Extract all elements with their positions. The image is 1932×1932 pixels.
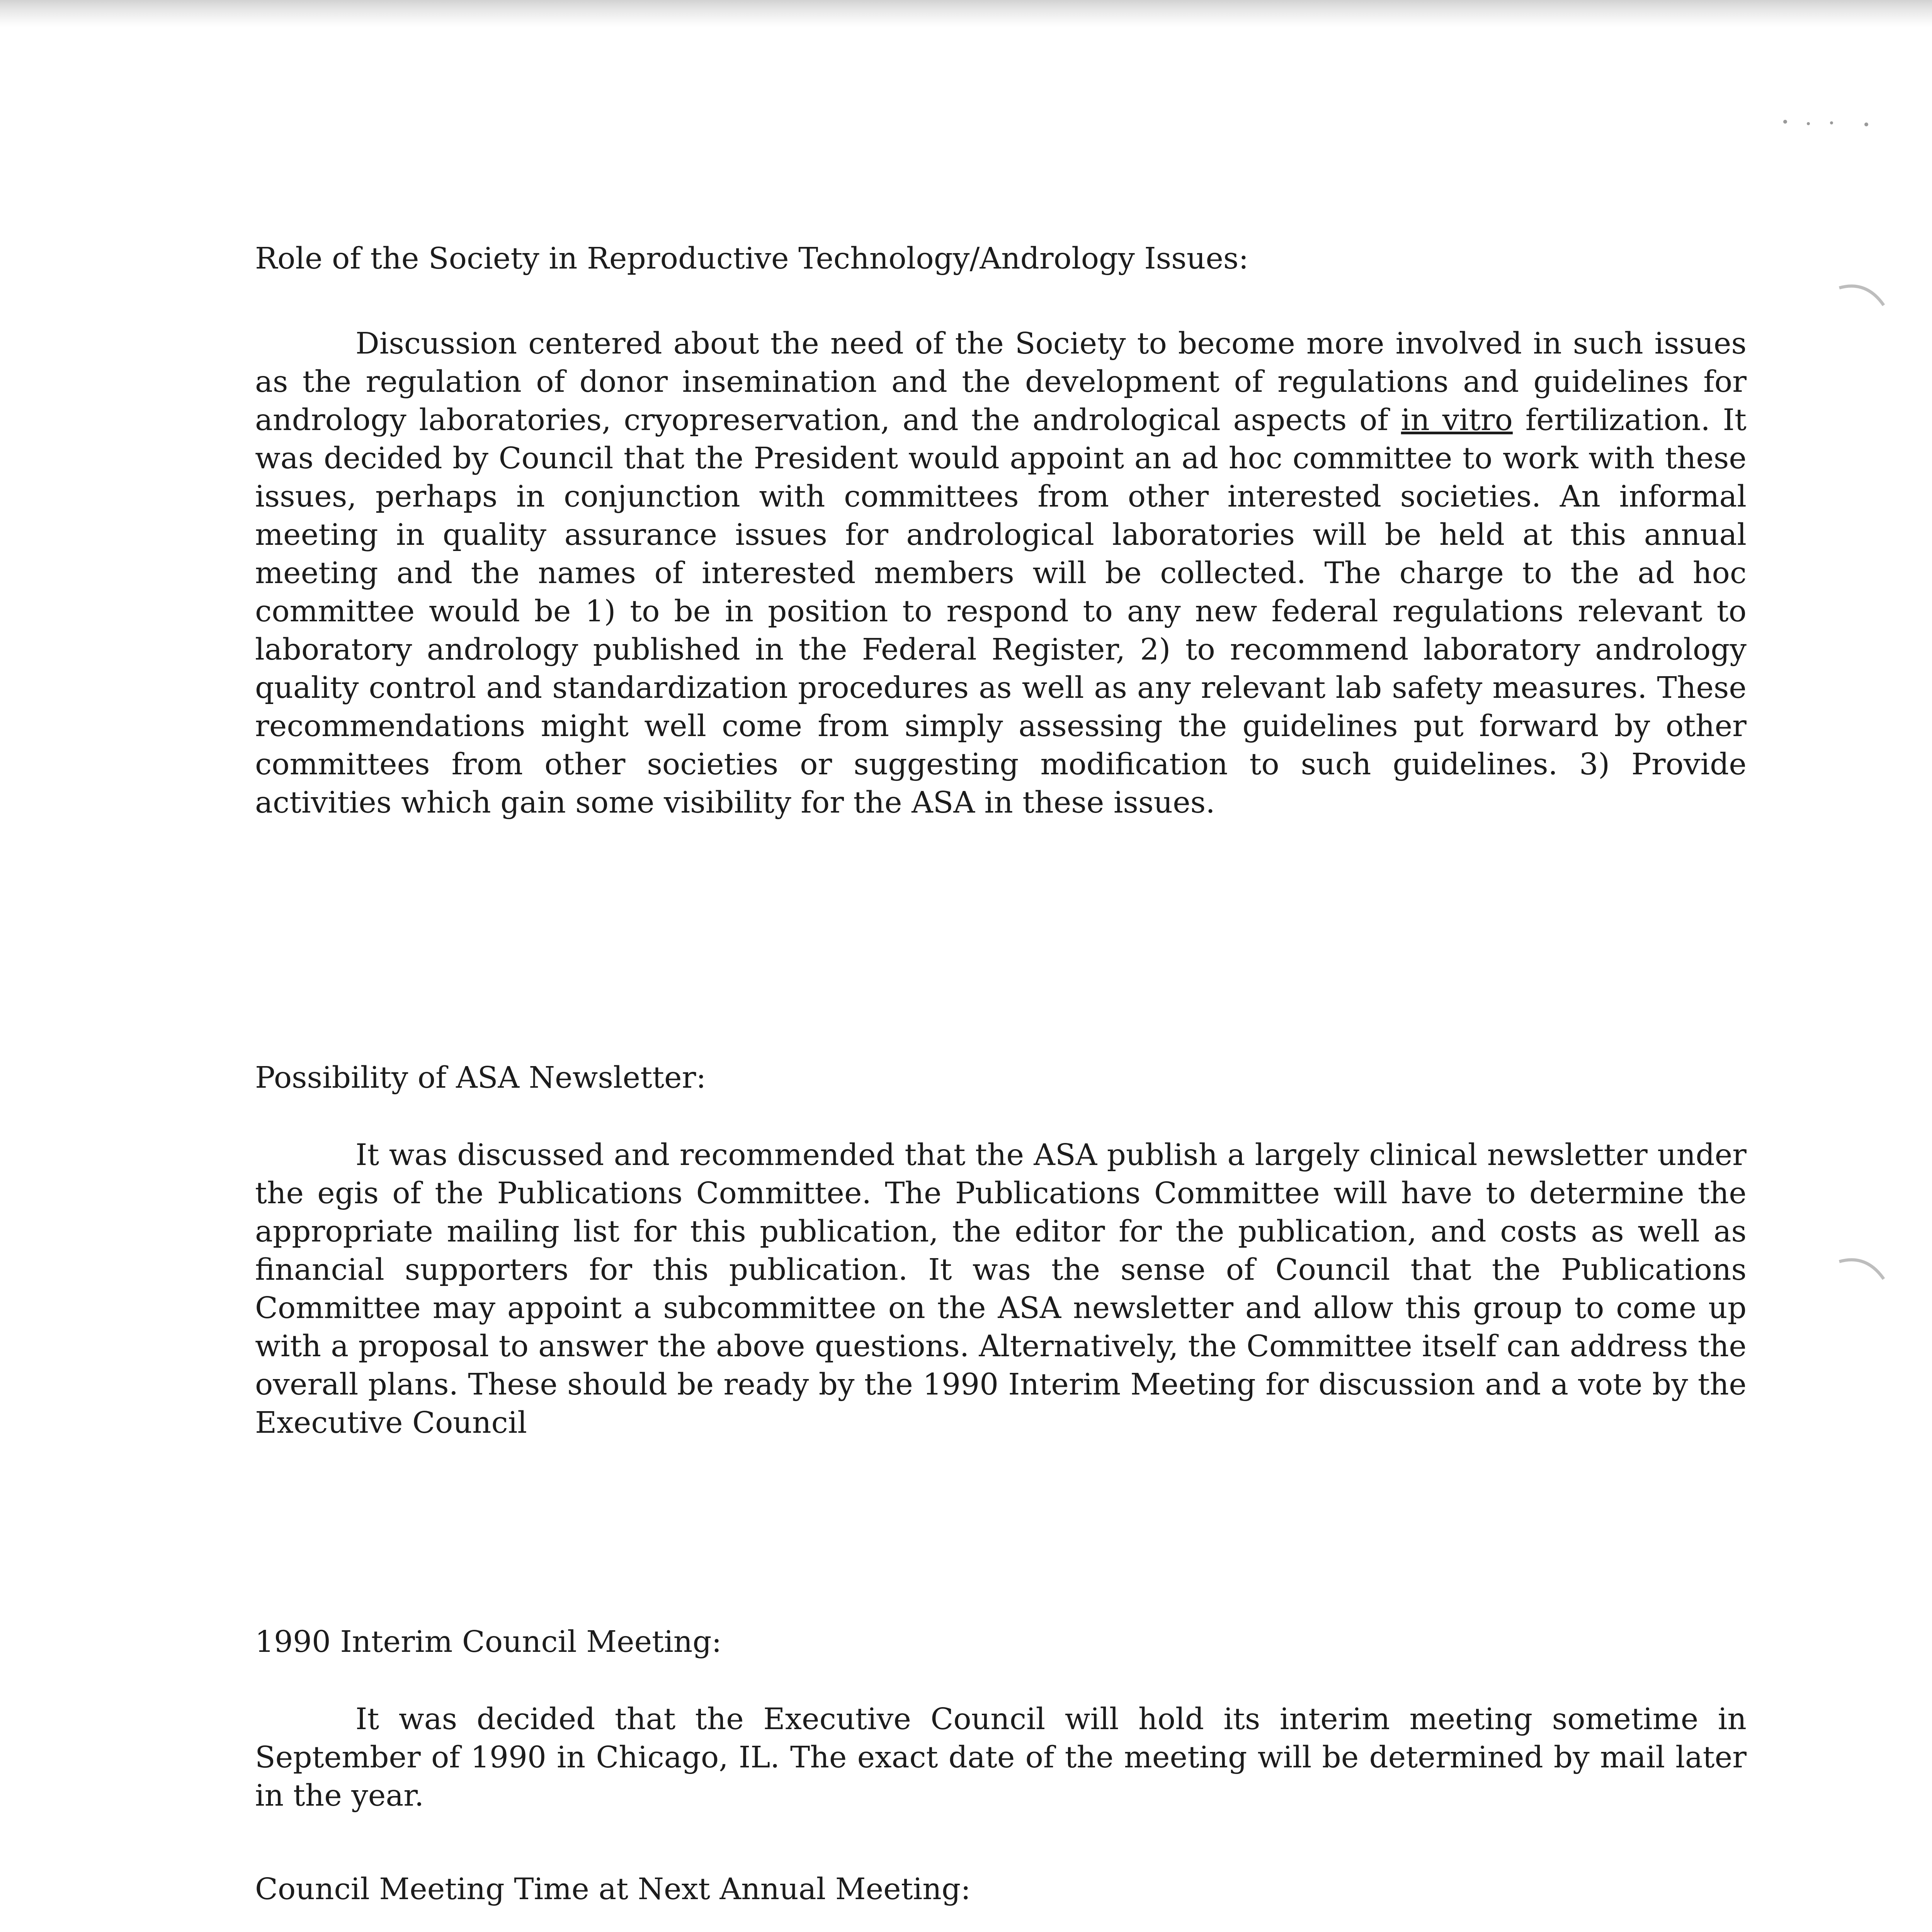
section-body-interim-meeting: It was decided that the Executive Council will hold its interim meeting sometime in September of 1990 in Chicago, IL. The exact date of the meeting will be determined by mail later in the year. bbox=[255, 1702, 1747, 1813]
section-heading-role-of-society: Role of the Society in Reproductive Technology/Andrology Issues: bbox=[255, 242, 1249, 276]
section-body-role-of-society bbox=[255, 325, 1747, 822]
section-heading-council-meeting-time: Council Meeting Time at Next Annual Meeting: bbox=[255, 1872, 971, 1906]
body-text: fertilization. It was decided by Council that the President would appoint an ad hoc committee to work with these issues, perhaps in conjunction with committees from other interested societies. An informal meeting in quality assurance issues for andrological laboratories will be held at this annual meeting and the names of interested members will be collected. The charge to the ad hoc committee would be 1) to be in position to respond to any new federal regulations relevant to laboratory andrology published in the Federal Register, 2) to recommend laboratory andrology quality control and standardization procedures as well as any relevant lab safety measures. These recommendations might well come from simply assessing the guidelines put forward by other committees from other societies or suggesting modification to such guidelines. 3) Provide activities which gain some visibility for the ASA in these issues. bbox=[255, 403, 1747, 820]
section-heading-newsletter: Possibility of ASA Newsletter: bbox=[255, 1061, 706, 1095]
scan-edge bbox=[0, 0, 1932, 27]
underlined-in-vitro: in vitro bbox=[1401, 403, 1513, 437]
punch-mark-middle bbox=[1839, 1260, 1884, 1279]
body-text: Discussion centered about the need of the Society to become more involved in such issues as the regulation of donor insemination and the development of regulations and guidelines for andrology laboratories, cryopreservation, and the andrological aspects of bbox=[255, 327, 1747, 437]
punch-mark-top bbox=[1839, 286, 1884, 305]
section-body-newsletter: It was discussed and recommended that the ASA publish a largely clinical newsletter under the egis of the Publications Committee. The Publications Committee will have to determine the appropriate mailing list for this publication, the editor for the publication, and costs as well as financial supporters for this publication. It was the sense of Council that the Publications Committee may appoint a subcommittee on the ASA newsletter and allow this group to come up with a proposal to answer the above questions. Alternatively, the Committee itself can address the overall plans. These should be ready by the 1990 Interim Meeting for discussion and a vote by the Executive Council bbox=[255, 1138, 1747, 1440]
section-heading-interim-meeting: 1990 Interim Council Meeting: bbox=[255, 1625, 722, 1659]
